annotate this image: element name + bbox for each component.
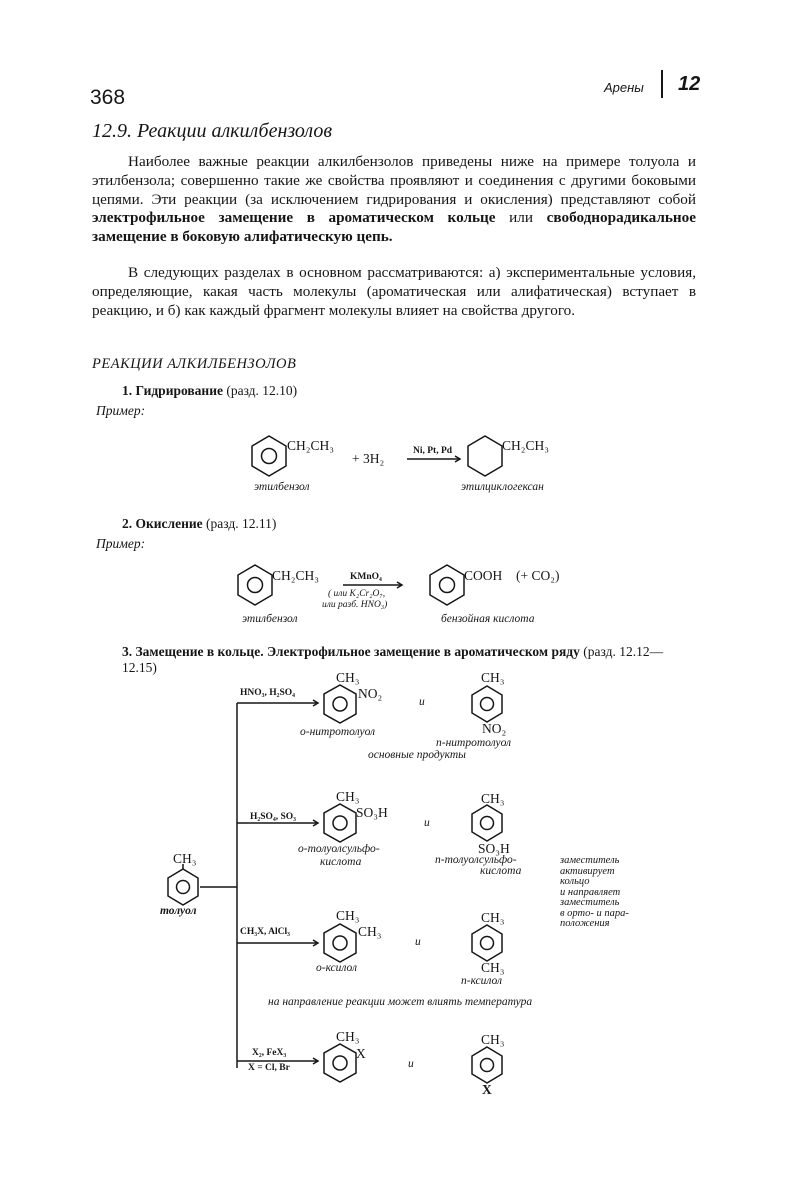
r2-ortho-name-1: о-толуолсульфо-: [298, 843, 380, 855]
toluene-ch3: CH₃: [173, 851, 197, 866]
item-1-ref: (разд. 12.10): [226, 383, 298, 398]
o-toluenesulfonic-acid-ring: [324, 804, 356, 842]
item-2-reagent: KMnO₄: [350, 572, 382, 582]
r2-para-ch3: CH₃: [481, 791, 505, 806]
r1-note: основные продукты: [368, 749, 466, 761]
r3-and: и: [415, 936, 421, 948]
ethylbenzene-ring-2: [238, 565, 272, 605]
side-note-line: в орто- и пара-: [560, 907, 629, 919]
section-title: 12.9. Реакции алкилбензолов: [92, 120, 333, 142]
side-note-line: положения: [560, 918, 610, 929]
r1-and: и: [419, 696, 425, 708]
halogenation-arrow: [237, 1058, 318, 1064]
paragraph-2: В следующих разделах в основном рассматриваются: а) экспериментальные условия, определяющие, какая часть молекулы (ароматическая или алифатическая) вступает в реакцию, и б) как каждый фрагмент молекулы влияет на свойства другого.: [92, 264, 696, 319]
running-title: Арены: [604, 80, 644, 95]
side-note-line: заместитель: [560, 897, 620, 908]
toluene-ring: [168, 864, 198, 905]
r3-ortho-ch3-top: CH₃: [336, 908, 360, 923]
r2-ortho-name-2: кислота: [320, 856, 362, 868]
item-2-title: 2. Окисление: [122, 516, 203, 531]
side-note-line: активирует: [560, 865, 615, 877]
item-2-byproduct: (+ CO₂): [516, 568, 560, 583]
r2-para-so3h: SO₃H: [478, 841, 510, 856]
item-2-name-right: бензойная кислота: [441, 613, 535, 625]
r4-para-ch3: CH₃: [481, 1032, 505, 1047]
r2-ortho-ch3: CH₃: [336, 789, 360, 804]
r4-reagent-2: X = Cl, Br: [248, 1063, 290, 1073]
item-1-title: 1. Гидрирование: [122, 383, 223, 398]
paragraph-1-bold-1: электрофильное замещение в ароматическом кольце: [92, 209, 496, 227]
r1-ortho-name: о-нитротолуол: [300, 726, 376, 738]
branch-tree: [200, 703, 237, 1068]
ethylbenzene-ring: [252, 436, 286, 476]
hydrogenation-arrow: [407, 456, 460, 462]
r1-ortho-ch3: CH₃: [336, 670, 360, 685]
r1-para-name: п-нитротолуол: [436, 737, 512, 749]
item-2-substituent: CH₂CH₃: [272, 568, 319, 583]
r2-and: и: [424, 817, 430, 829]
item-2-condition-1: ( или K₂Cr₂O₇,: [328, 589, 386, 599]
p-toluenesulfonic-acid-ring: [472, 805, 502, 841]
item-3-ref: (разд. 12.12—12.15): [122, 644, 664, 675]
item-2-ref: (разд. 12.11): [206, 516, 277, 531]
p-nitrotoluene-ring: [472, 686, 502, 722]
r3-para-ch3-bottom: CH₃: [481, 960, 505, 975]
o-halotoluene-ring: [324, 1044, 356, 1082]
side-note-line: кольцо: [560, 876, 590, 887]
item-2-condition-2: или разб. HNO₃): [322, 600, 388, 610]
nitration-arrow: [237, 700, 318, 706]
r4-ortho-ch3: CH₃: [336, 1029, 360, 1044]
p-xylene-ring: [472, 925, 502, 961]
item-2-example-label: Пример:: [96, 536, 146, 551]
r3-reagent: CH₃X, AlCl₃: [240, 927, 291, 937]
r3-ortho-name: о-ксилол: [316, 962, 358, 974]
item-1-product-substituent: CH₂CH₃: [502, 438, 549, 453]
r1-para-ch3: CH₃: [481, 670, 505, 685]
item-2-product-substituent: COOH: [464, 568, 503, 583]
r2-para-name-2: кислота: [480, 865, 522, 877]
item-3-title: 3. Замещение в кольце. Электрофильное замещение в ароматическом ряду: [122, 644, 580, 659]
page-number: 368: [90, 86, 126, 109]
item-2-name-left: этилбензол: [242, 613, 298, 625]
side-note-line: заместитель: [560, 855, 620, 866]
side-note-line: и направляет: [560, 886, 621, 898]
item-1-substituent: CH₂CH₃: [287, 438, 334, 453]
sulfonation-arrow: [237, 820, 318, 826]
reactions-heading: РЕАКЦИИ АЛКИЛБЕНЗОЛОВ: [92, 356, 297, 372]
r2-ortho-so3h: SO₃H: [356, 805, 388, 820]
o-nitrotoluene-ring: [324, 685, 356, 723]
r3-para-ch3-top: CH₃: [481, 910, 505, 925]
item-1-plus-h2: + 3H₂: [352, 451, 385, 466]
paragraph-1-text-c: или: [495, 209, 547, 227]
item-1-example-label: Пример:: [96, 403, 146, 418]
r3-para-name: п-ксилол: [461, 975, 503, 987]
item-1-name-right: этилциклогексан: [461, 481, 544, 493]
oxidation-arrow: [343, 582, 402, 588]
item-1-name-left: этилбензол: [254, 481, 310, 493]
paragraph-1-bold-2: свободнорадикальное замещение в боковую алифатическую цепь.: [92, 209, 697, 246]
r2-para-name-1: п-толуолсульфо-: [435, 854, 517, 866]
item-1-catalyst: Ni, Pt, Pd: [413, 446, 453, 456]
alkylation-arrow: [237, 940, 318, 946]
paragraph-1-text-a: Наиболее важные реакции алкилбензолов приведены ниже на примере толуола и этилбензола; совершенно такие же свойства проявляют и соединения с другими боковыми цепями. Эти реакции (за исключением гидрирования и окисления) представляют собой: [92, 153, 696, 208]
p-halotoluene-ring: [472, 1047, 502, 1083]
r1-ortho-no2: NO₂: [358, 686, 383, 701]
r4-reagent-1: X₂, FeX₃: [252, 1048, 287, 1058]
r1-para-no2: NO₂: [482, 721, 507, 736]
r3-ortho-ch3-side: CH₃: [358, 924, 382, 939]
r2-reagent: H₂SO₄, SO₃: [250, 812, 297, 822]
o-xylene-ring: [324, 924, 356, 962]
chapter-number: 12: [678, 73, 701, 95]
benzoic-acid-ring: [430, 565, 464, 605]
r1-reagent: HNO₃, H₂SO₄: [240, 688, 295, 698]
r4-and: и: [408, 1058, 414, 1070]
r4-ortho-x: X: [356, 1046, 366, 1061]
temperature-note: на направление реакции может влиять температура: [268, 996, 533, 1008]
ethylcyclohexane-ring: [468, 436, 502, 476]
toluene-name: толуол: [160, 905, 197, 917]
r4-para-x: X: [482, 1082, 492, 1097]
